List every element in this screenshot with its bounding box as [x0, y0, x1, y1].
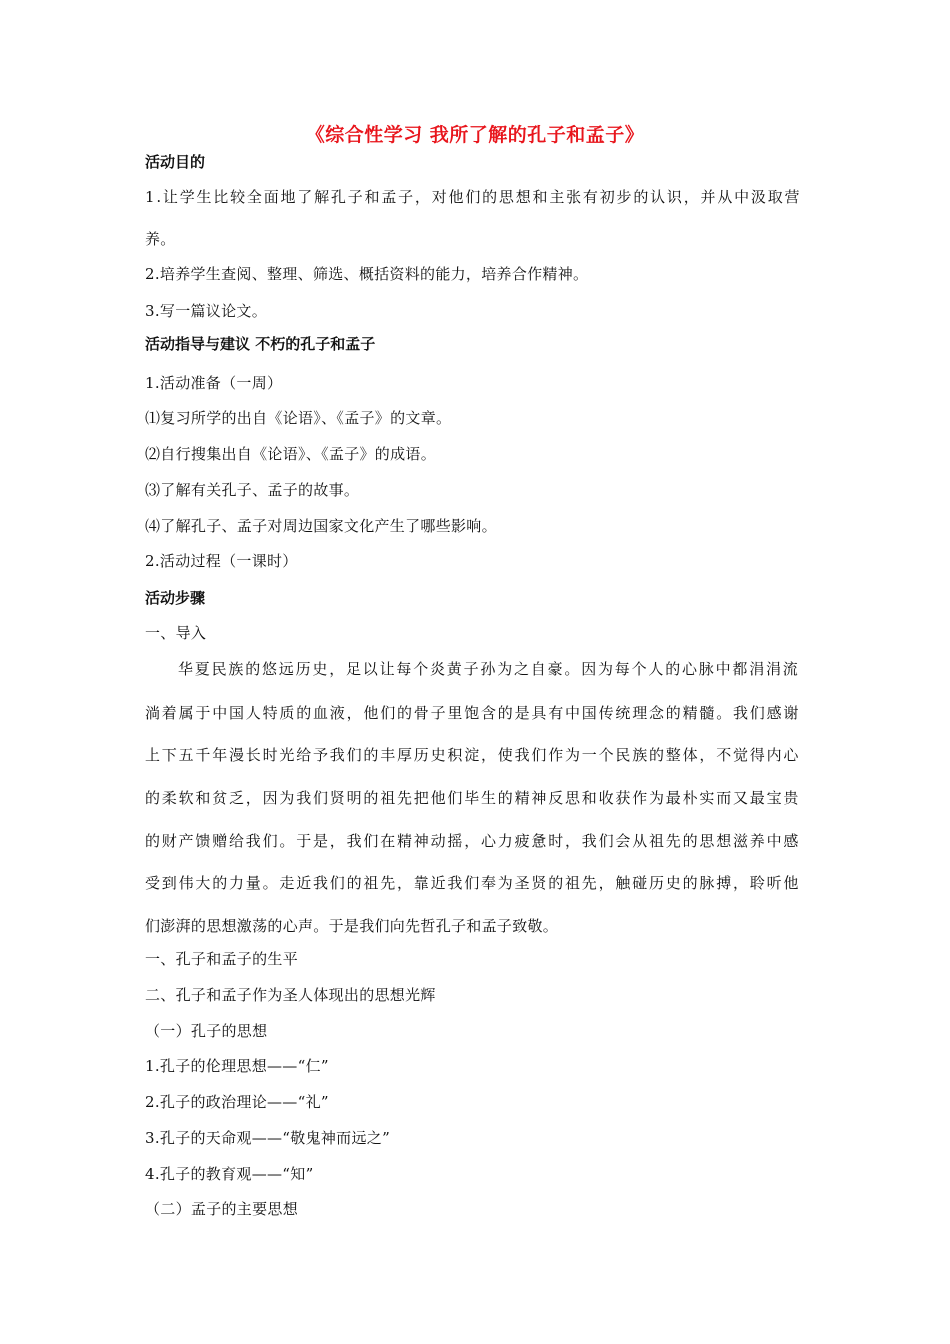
document-title: 《综合性学习 我所了解的孔子和孟子》 — [305, 124, 645, 146]
outline-item: 二、孔子和孟子作为圣人体现出的思想光辉 — [145, 986, 436, 1004]
outline-item: 3.孔子的天命观——“敬鬼神而远之” — [145, 1129, 391, 1147]
paragraph-line: 的财产馈赠给我们。于是，我们在精神动摇，心力疲惫时，我们会从祖先的思想滋养中感 — [145, 832, 801, 850]
goal-item-1-cont: 养。 — [145, 230, 176, 248]
guidance-item-5: ⑷了解孔子、孟子对周边国家文化产生了哪些影响。 — [145, 517, 497, 535]
outline-item: （二）孟子的主要思想 — [145, 1200, 299, 1218]
paragraph-line: 的柔软和贫乏，因为我们贤明的祖先把他们毕生的精神反思和收获作为最朴实而又最宝贵 — [145, 789, 801, 807]
outline-item: 2.孔子的政治理论——“礼” — [145, 1093, 329, 1111]
outline-item: 1.孔子的伦理思想——“仁” — [145, 1057, 329, 1075]
paragraph-line: 华夏民族的悠远历史，足以让每个炎黄子孙为之自豪。因为每个人的心脉中都涓涓流 — [178, 660, 800, 678]
heading-activity-steps: 活动步骤 — [145, 589, 206, 607]
guidance-item-2: ⑴复习所学的出自《论语》、《孟子》的文章。 — [145, 409, 452, 427]
outline-item: 一、孔子和孟子的生平 — [145, 950, 299, 968]
guidance-item-1: 1.活动准备（一周） — [145, 374, 283, 392]
heading-activity-guidance: 活动指导与建议 不朽的孔子和孟子 — [145, 335, 376, 353]
goal-item-2: 2.培养学生查阅、整理、筛选、概括资料的能力，培养合作精神。 — [145, 265, 589, 283]
outline-item: 4.孔子的教育观——“知” — [145, 1165, 314, 1183]
guidance-item-6: 2.活动过程（一课时） — [145, 552, 298, 570]
guidance-item-3: ⑵自行搜集出自《论语》、《孟子》的成语。 — [145, 445, 437, 463]
goal-item-3: 3.写一篇议论文。 — [145, 302, 268, 320]
heading-activity-goal: 活动目的 — [145, 153, 206, 171]
paragraph-line: 们澎湃的思想激荡的心声。于是我们向先哲孔子和孟子致敬。 — [145, 917, 559, 935]
goal-item-1: 1.让学生比较全面地了解孔子和孟子，对他们的思想和主张有初步的认识，并从中汲取营 — [145, 188, 802, 206]
paragraph-line: 受到伟大的力量。走近我们的祖先，靠近我们奉为圣贤的祖先，触碰历史的脉搏，聆听他 — [145, 874, 801, 892]
guidance-item-4: ⑶了解有关孔子、孟子的故事。 — [145, 481, 360, 499]
paragraph-line: 淌着属于中国人特质的血液，他们的骨子里饱含的是具有中国传统理念的精髓。我们感谢 — [145, 704, 801, 722]
outline-item: （一）孔子的思想 — [145, 1022, 268, 1040]
paragraph-line: 上下五千年漫长时光给予我们的丰厚历史积淀，使我们作为一个民族的整体，不觉得内心 — [145, 746, 801, 764]
intro-heading: 一、导入 — [145, 624, 207, 642]
